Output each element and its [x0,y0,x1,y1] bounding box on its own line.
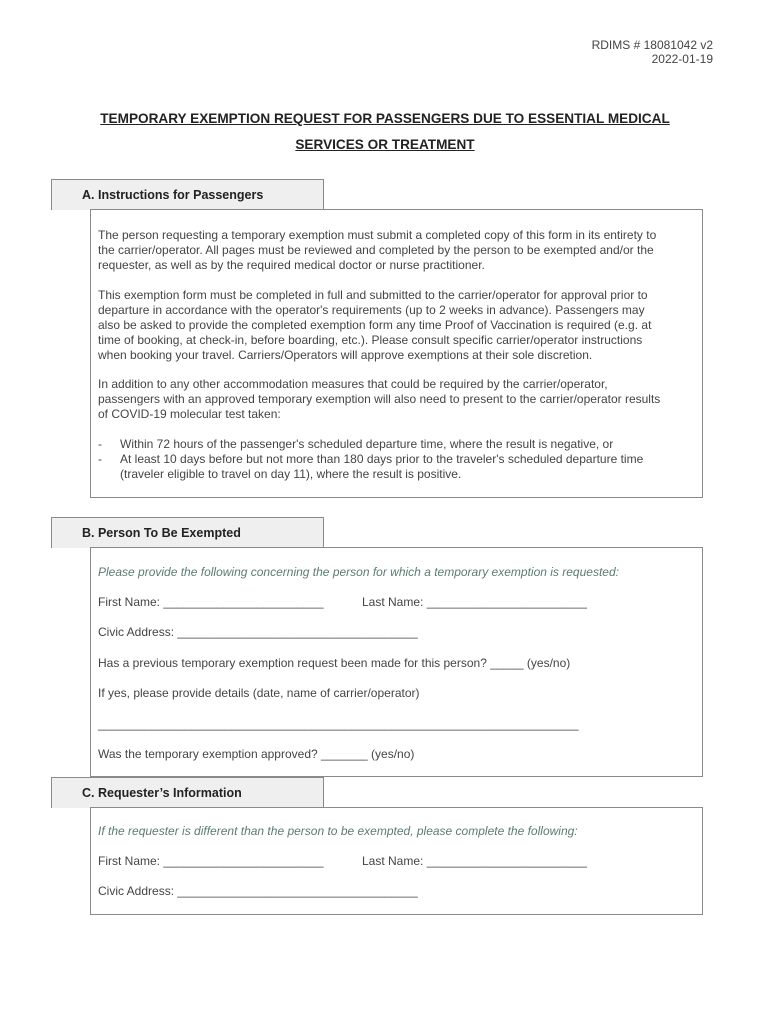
section-c-intro: If the requester is different than the person to be exempted, please complete the following: [98,824,578,838]
section-c-heading: C. Requester’s Information [51,777,324,808]
title-line-1: TEMPORARY EXEMPTION REQUEST FOR PASSENGERS DUE TO ESSENTIAL MEDICAL [100,111,670,126]
section-b-intro: Please provide the following concerning the person for which a temporary exemption is requested: [98,565,619,579]
section-a-heading: A. Instructions for Passengers [51,179,324,210]
civic-address-field[interactable]: Civic Address: ____________________________________ [98,625,418,639]
instructions-paragraph-2: This exemption form must be completed in full and submitted to the carrier/operator for approval prior to departure in accordance with the operator's requirements (up to 2 weeks in advance). Passengers may also be asked to provide the completed exemption form any time Proof of Vaccination is required (e.g. at time of booking, at check-in, before boarding, etc.). Please consult specific carrier/operator instructions when booking your travel. Carriers/Operators will approve exemptions at their sole discretion. [98,288,652,362]
title-line-2: SERVICES OR TREATMENT [295,137,475,152]
bullet-marker: - [98,452,102,466]
instructions-paragraph-1: The person requesting a temporary exemption must submit a completed copy of this form in its entirety to the carrier/operator. All pages must be reviewed and completed by the person to be exempted and/or the requester, as well as by the required medical doctor or nurse practitioner. [98,228,657,272]
previous-details-label: If yes, please provide details (date, name of carrier/operator) [98,686,420,700]
list-item: - Within 72 hours of the passenger's scheduled departure time, where the result is negative, or [98,437,614,451]
document-date: 2022-01-19 [651,52,713,66]
bullet-marker: - [98,437,102,451]
test-requirements-list [98,437,693,482]
list-item: - At least 10 days before but not more than 180 days prior to the traveler's scheduled departure time (traveler eligible to travel on day 11), where the result is positive. [98,452,644,481]
requester-first-name-field[interactable]: First Name: ________________________ [98,854,324,868]
rdims-number: RDIMS # 18081042 v2 [591,38,713,52]
last-name-field[interactable]: Last Name: ________________________ [362,595,587,609]
page-title [0,110,770,153]
previous-request-field[interactable]: Has a previous temporary exemption request been made for this person? _____ (yes/no) [98,656,571,670]
document-reference [592,38,713,66]
first-name-field[interactable]: First Name: ________________________ [98,595,324,609]
previous-details-field[interactable]: ________________________________________________________________________ [98,717,579,731]
section-b-heading: B. Person To Be Exempted [51,517,324,548]
instructions-paragraph-3: In addition to any other accommodation measures that could be required by the carrier/operator, passengers with an approved temporary exemption will also need to present to the carrier/operator results of COVID-19 molecular test taken: [98,377,661,421]
requester-last-name-field[interactable]: Last Name: ________________________ [362,854,587,868]
exemption-approved-field[interactable]: Was the temporary exemption approved? _______ (yes/no) [98,747,415,761]
requester-civic-address-field[interactable]: Civic Address: ____________________________________ [98,884,418,898]
